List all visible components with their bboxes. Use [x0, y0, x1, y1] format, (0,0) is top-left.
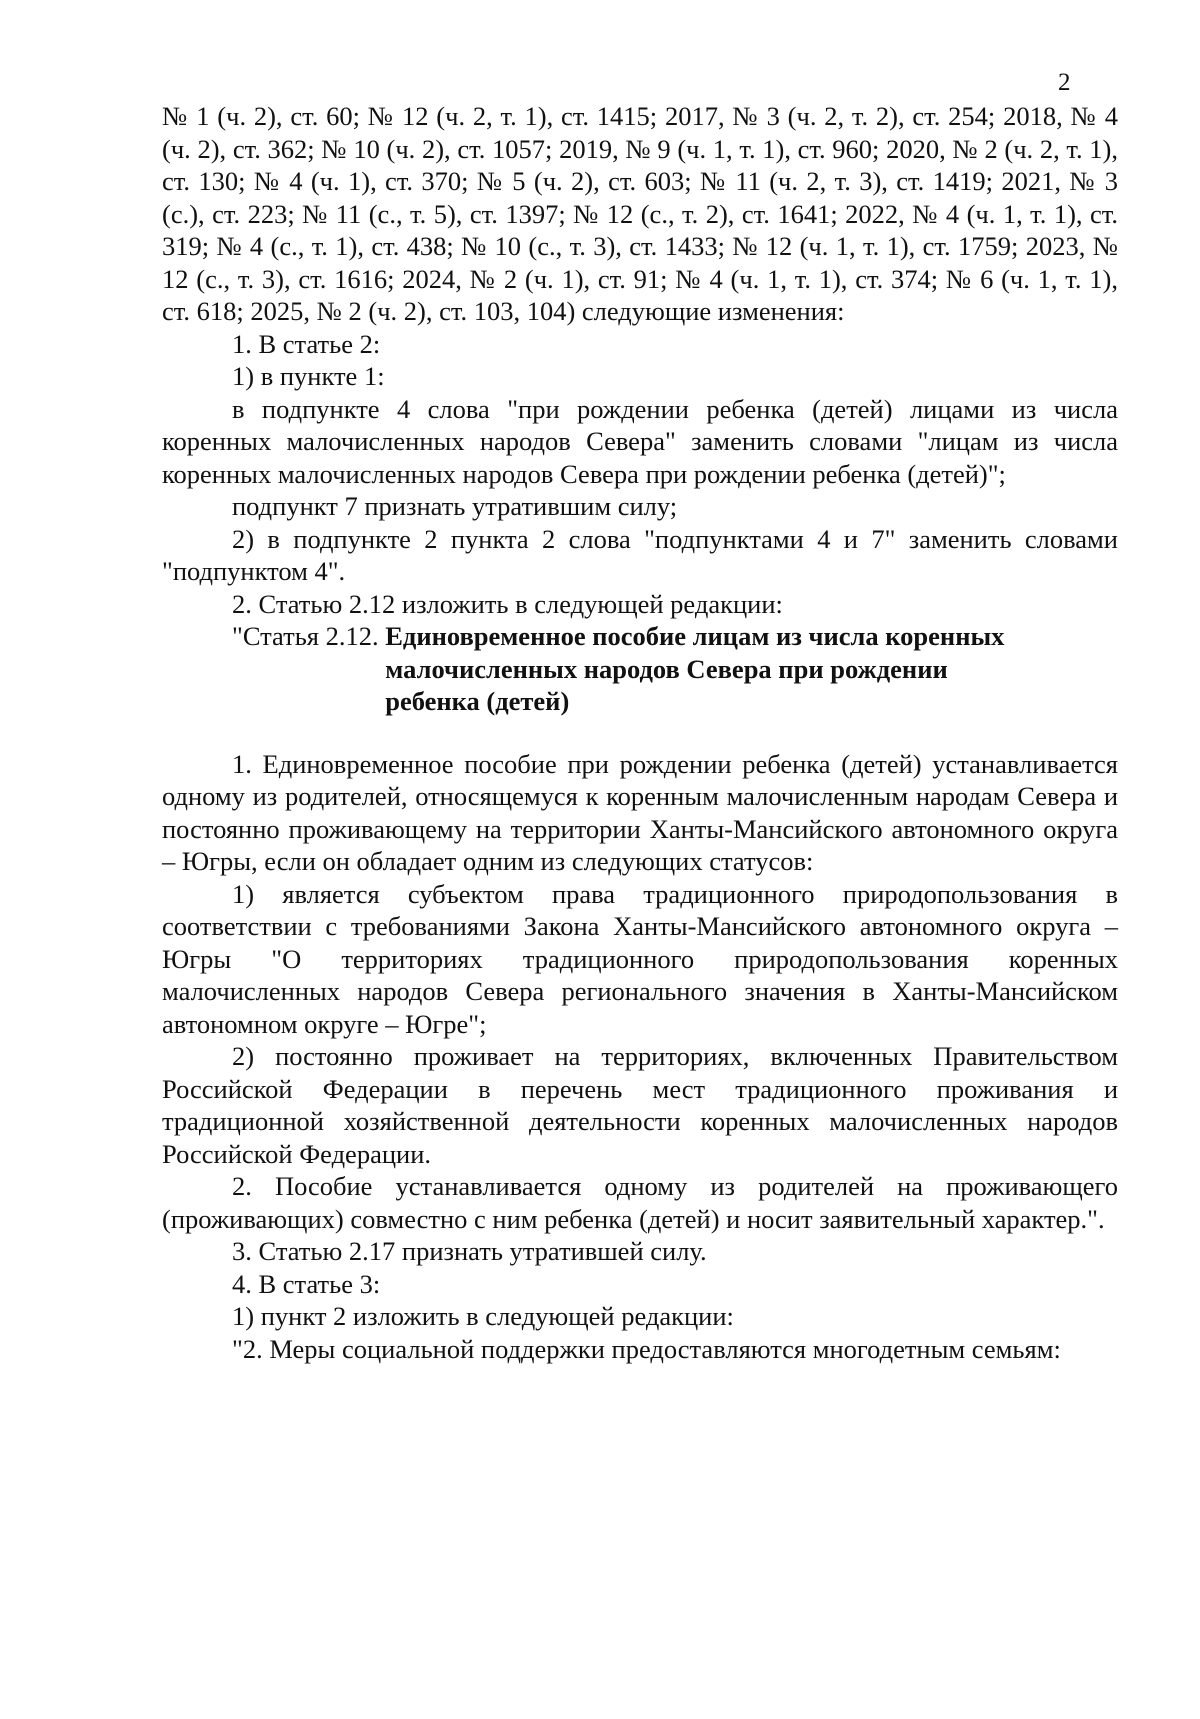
document-body — [162, 100, 1118, 1365]
paragraph-subpoint-4-change: в подпункте 4 слова "при рождении ребенка (детей) лицами из числа коренных малочисленных народов Севера" заменить словами "лицам из числа коренных малочисленных народов Севера при рождении ребенка (детей)"; — [162, 393, 1118, 489]
heading-spacer — [162, 718, 1118, 748]
article-heading-prefix: "Статья 2.12. — [232, 621, 386, 651]
paragraph-subpoint-7-repeal: подпункт 7 признать утратившим силу; — [232, 491, 678, 521]
paragraph-item-3: 3. Статью 2.17 признать утратившей силу. — [232, 1236, 707, 1266]
page-number: 2 — [1058, 69, 1071, 96]
paragraph-large-families: "2. Меры социальной поддержки предоставляются многодетным семьям: — [232, 1333, 1061, 1364]
paragraph-article-point-1: 1. Единовременное пособие при рождении ребенка (детей) устанавливается одному из родителей, относящемуся к коренным малочисленным народам Севера и постоянно проживающему на территории Ханты-Мансийского автономного округа – Югры, если он обладает одним из следующих статусов: — [162, 748, 1118, 876]
paragraph-status-1: 1) является субъектом права традиционного природопользования в соответствии с требованиями Закона Ханты-Мансийского автономного округа – Югры "О территориях традиционного природопользования коренных малочисленных народов Севера регионального значения в Ханты-Мансийском автономном округе – Югре"; — [162, 878, 1118, 1039]
paragraph-item-4: 4. В статье 3: — [232, 1268, 381, 1299]
article-heading-title: Единовременное пособие лицам из числа коренных малочисленных народов Севера при рождении ребенка (детей) — [385, 621, 1005, 716]
article-heading — [162, 620, 1118, 718]
paragraph-item-4-subitem-1: 1) пункт 2 изложить в следующей редакции: — [232, 1301, 734, 1331]
paragraph-subitem-1: 1) в пункте 1: — [232, 361, 385, 391]
paragraph-item-1: 1. В статье 2: — [232, 328, 381, 359]
paragraph-subitem-2: 2) в подпункте 2 пункта 2 слова "подпунктами 4 и 7" заменить словами "подпунктом 4". — [162, 523, 1118, 586]
paragraph-article-point-2: 2. Пособие устанавливается одному из родителей на проживающего (проживающих) совместно с ним ребенка (детей) и носит заявительный характер.". — [162, 1171, 1118, 1234]
paragraph-item-2: 2. Статью 2.12 изложить в следующей редакции: — [232, 588, 783, 619]
paragraph-status-2: 2) постоянно проживает на территориях, включенных Правительством Российской Федерации в перечень мест традиционного проживания и традиционной хозяйственной деятельности коренных малочисленных народов Российской Федерации. — [162, 1041, 1118, 1169]
paragraph-citations: № 1 (ч. 2), ст. 60; № 12 (ч. 2, т. 1), ст. 1415; 2017, № 3 (ч. 2, т. 2), ст. 254; 2018, № 4 (ч. 2), ст. 362; № 10 (ч. 2), ст. 1057; 2019, № 9 (ч. 1, т. 1), ст. 960; 2020, № 2 (ч. 2, т. 1), ст. 130; № 4 (ч. 1), ст. 370; № 5 (ч. 2), ст. 603; № 11 (ч. 2, т. 3), ст. 1419; 2021, № 3 (с.), ст. 223; № 11 (с., т. 5), ст. 1397; № 12 (с., т. 2), ст. 1641; 2022, № 4 (ч. 1, т. 1), ст. 319; № 4 (с., т. 1), ст. 438; № 10 (с., т. 3), ст. 1433; № 12 (ч. 1, т. 1), ст. 1759; 2023, № 12 (с., т. 3), ст. 1616; 2024, № 2 (ч. 1), ст. 91; № 4 (ч. 1, т. 1), ст. 374; № 6 (ч. 1, т. 1), ст. 618; 2025, № 2 (ч. 2), ст. 103, 104) следующие изменения: — [162, 101, 1118, 326]
